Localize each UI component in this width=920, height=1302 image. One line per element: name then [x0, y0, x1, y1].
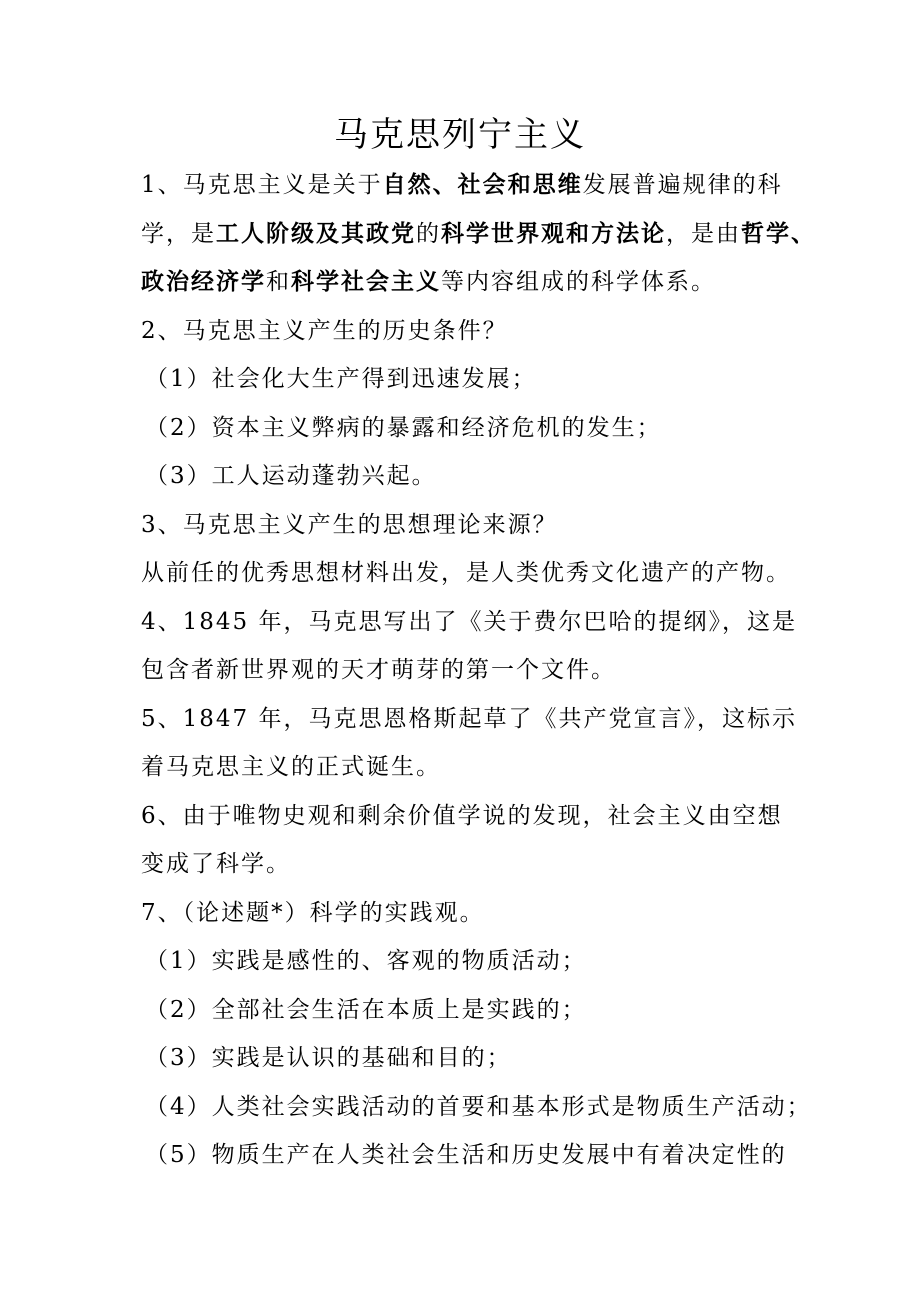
question-7-point-2: （2）全部社会生活在本质上是实践的； — [145, 996, 587, 1023]
question-2-point-1: （1）社会化大生产得到迅速发展； — [145, 366, 537, 392]
question-2-heading: 2、马克思主义产生的历史条件？ — [141, 317, 508, 344]
text-run: 学，是 — [141, 220, 216, 247]
bold-term: 政治经济学 — [141, 268, 266, 295]
paragraph-1-line-3 — [141, 258, 791, 307]
bold-term: 科学世界观和方法论 — [441, 219, 666, 247]
text-run: 发展普遍规律的科 — [582, 172, 783, 198]
question-2-point-2: （2）资本主义弊病的暴露和经济危机的发生； — [145, 414, 662, 441]
question-3-answer: 从前任的优秀思想材料出发，是人类优秀文化遗产的产物。 — [141, 560, 791, 586]
item-4-line-1: 4、1845 年，马克思写出了《关于费尔巴哈的提纲》，这是 — [141, 608, 797, 635]
bold-term: 工人阶级及其政党 — [216, 219, 416, 247]
text-run: 的 — [416, 220, 441, 247]
text-run: 和 — [266, 269, 291, 295]
item-6-line-2: 变成了科学。 — [141, 851, 291, 877]
page-title: 马克思列宁主义 — [334, 115, 586, 155]
question-7-point-4: （4）人类社会实践活动的首要和基本形式是物质生产活动； — [145, 1093, 812, 1120]
item-5-line-1: 5、1847 年，马克思恩格斯起草了《共产党宣言》，这标示 — [141, 705, 797, 732]
question-7-heading: 7、（论述题*）科学的实践观。 — [141, 899, 485, 926]
question-7-point-5: （5）物质生产在人类社会生活和历史发展中有着决定性的 — [145, 1142, 787, 1168]
paragraph-1-line-1 — [141, 161, 791, 210]
text-run: ，是由 — [666, 220, 741, 247]
question-2-point-3: （3）工人运动蓬勃兴起。 — [145, 463, 437, 489]
item-6-line-1: 6、由于唯物史观和剩余价值学说的发现，社会主义由空想 — [141, 802, 783, 829]
item-4-line-2: 包含者新世界观的天才萌芽的第一个文件。 — [141, 657, 616, 683]
paragraph-1-line-2 — [141, 210, 816, 259]
item-5-line-2: 着马克思主义的正式诞生。 — [141, 754, 441, 780]
question-7-point-3: （3）实践是认识的基础和目的； — [145, 1045, 512, 1071]
question-7-point-1: （1）实践是感性的、客观的物质活动； — [145, 948, 587, 974]
bold-term: 哲学、 — [741, 219, 816, 247]
bold-term: 自然、社会和思维 — [382, 171, 583, 198]
question-3-heading: 3、马克思主义产生的思想理论来源？ — [141, 511, 558, 538]
text-run: 等内容组成的科学体系。 — [441, 269, 716, 295]
document-body — [141, 161, 816, 1180]
bold-term: 科学社会主义 — [291, 268, 441, 295]
text-run: 1、马克思主义是关于 — [141, 172, 383, 198]
